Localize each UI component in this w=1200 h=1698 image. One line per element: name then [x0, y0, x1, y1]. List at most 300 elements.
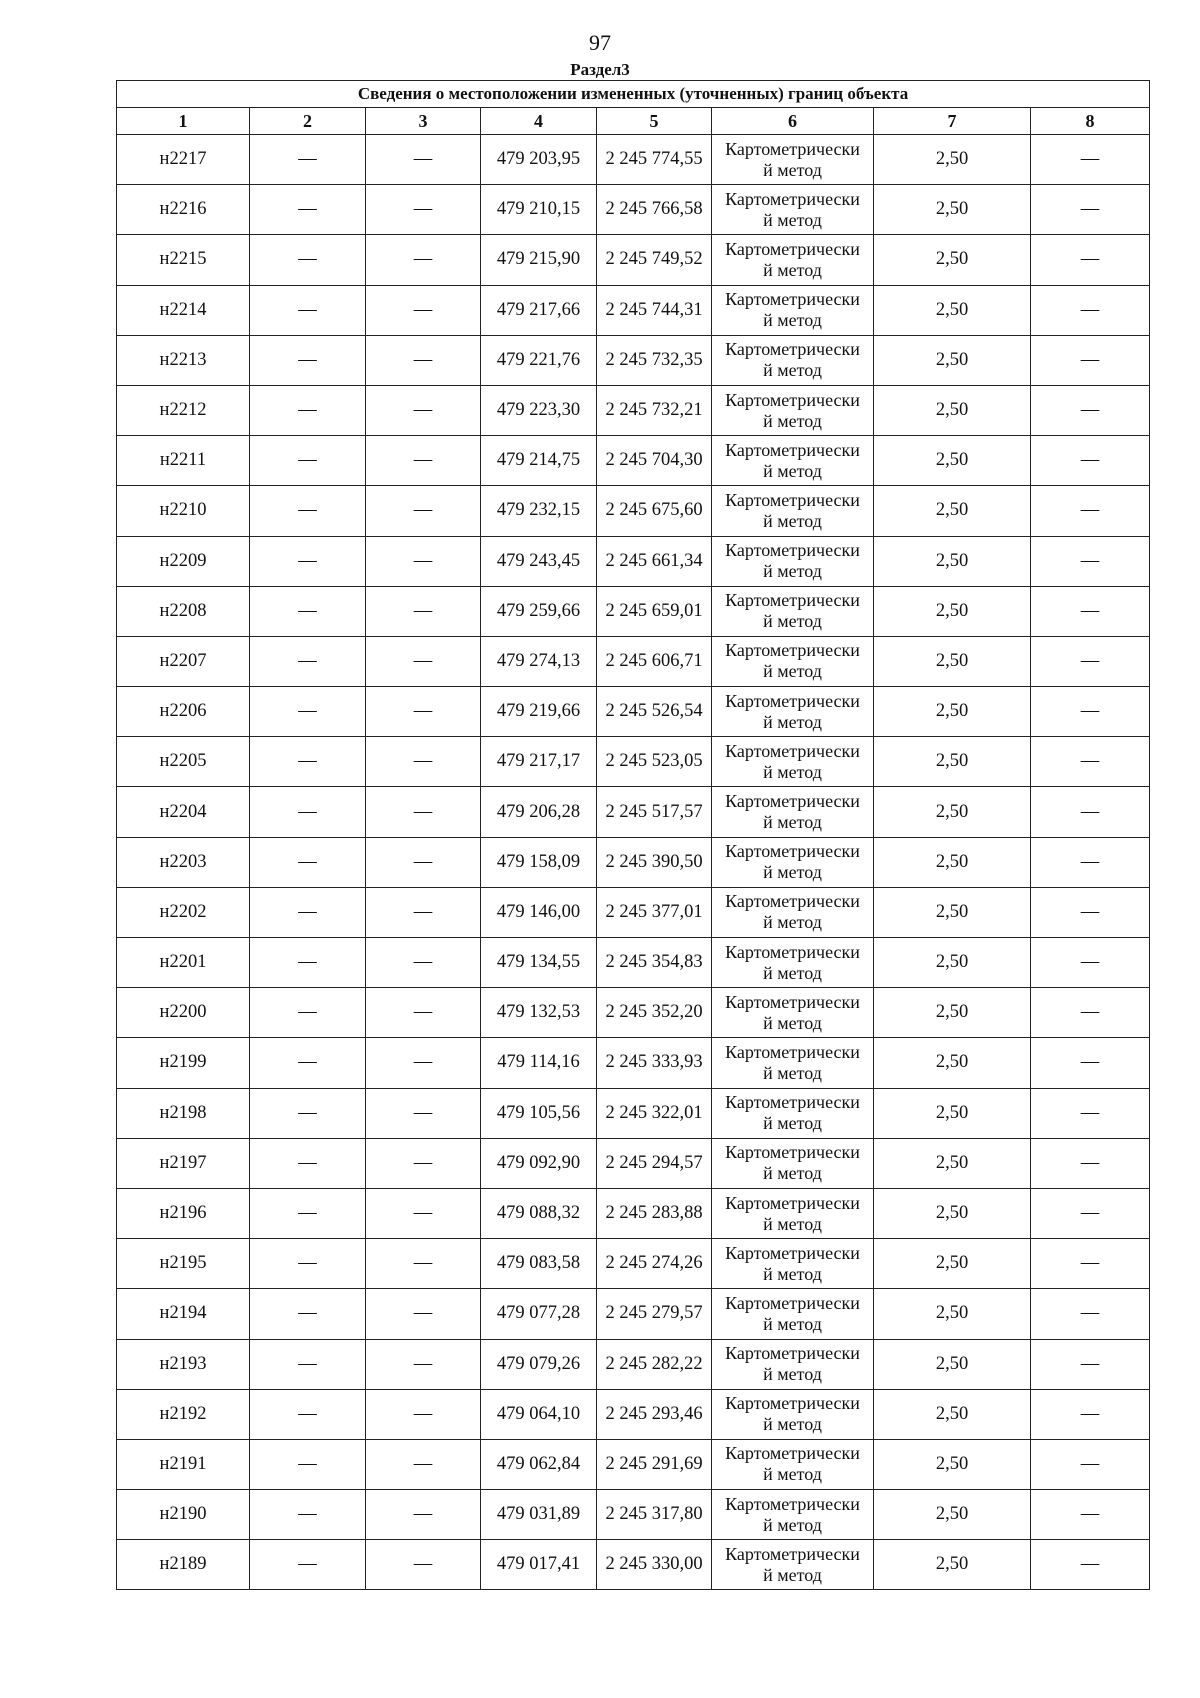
empty-dash-cell: —	[366, 1038, 481, 1088]
accuracy-cell: 2,50	[874, 687, 1031, 737]
empty-dash-cell: —	[1031, 1289, 1150, 1339]
point-name-cell: н2207	[117, 636, 250, 686]
point-name-cell: н2196	[117, 1188, 250, 1238]
y-coordinate-cell: 2 245 282,22	[597, 1339, 712, 1389]
empty-dash-cell: —	[250, 1389, 366, 1439]
empty-dash-cell: —	[366, 1540, 481, 1590]
y-coordinate-cell: 2 245 294,57	[597, 1138, 712, 1188]
y-coordinate-cell: 2 245 291,69	[597, 1439, 712, 1489]
table-row	[117, 285, 1150, 335]
method-line-2: й метод	[763, 561, 822, 582]
empty-dash-cell: —	[1031, 335, 1150, 385]
method-line-2: й метод	[763, 1564, 822, 1585]
empty-dash-cell: —	[1031, 285, 1150, 335]
boundary-coordinates-table	[116, 80, 1150, 1590]
empty-dash-cell: —	[1031, 235, 1150, 285]
empty-dash-cell: —	[1031, 1088, 1150, 1138]
method-line-1: Картометрически	[725, 540, 860, 561]
column-header-6: 6	[712, 108, 874, 135]
y-coordinate-cell: 2 245 659,01	[597, 586, 712, 636]
table-row	[117, 1339, 1150, 1389]
y-coordinate-cell: 2 245 749,52	[597, 235, 712, 285]
method-line-2: й метод	[763, 912, 822, 933]
empty-dash-cell: —	[250, 436, 366, 486]
method-line-2: й метод	[763, 510, 822, 531]
method-line-1: Картометрически	[725, 1292, 860, 1313]
method-line-2: й метод	[763, 209, 822, 230]
method-line-2: й метод	[763, 761, 822, 782]
x-coordinate-cell: 479 219,66	[481, 687, 597, 737]
y-coordinate-cell: 2 245 352,20	[597, 988, 712, 1038]
method-cell	[712, 436, 874, 486]
method-line-1: Картометрически	[725, 590, 860, 611]
method-cell	[712, 837, 874, 887]
method-line-2: й метод	[763, 962, 822, 983]
method-cell	[712, 1239, 874, 1289]
accuracy-cell: 2,50	[874, 1540, 1031, 1590]
accuracy-cell: 2,50	[874, 1188, 1031, 1238]
y-coordinate-cell: 2 245 523,05	[597, 737, 712, 787]
empty-dash-cell: —	[1031, 1038, 1150, 1088]
empty-dash-cell: —	[250, 1540, 366, 1590]
x-coordinate-cell: 479 274,13	[481, 636, 597, 686]
x-coordinate-cell: 479 206,28	[481, 787, 597, 837]
table-row	[117, 1540, 1150, 1590]
point-name-cell: н2191	[117, 1439, 250, 1489]
method-cell	[712, 687, 874, 737]
empty-dash-cell: —	[250, 586, 366, 636]
empty-dash-cell: —	[250, 887, 366, 937]
empty-dash-cell: —	[1031, 887, 1150, 937]
point-name-cell: н2205	[117, 737, 250, 787]
x-coordinate-cell: 479 017,41	[481, 1540, 597, 1590]
empty-dash-cell: —	[1031, 837, 1150, 887]
empty-dash-cell: —	[366, 938, 481, 988]
point-name-cell: н2209	[117, 536, 250, 586]
method-line-1: Картометрически	[725, 1041, 860, 1062]
method-line-1: Картометрически	[725, 238, 860, 259]
y-coordinate-cell: 2 245 704,30	[597, 436, 712, 486]
accuracy-cell: 2,50	[874, 1038, 1031, 1088]
empty-dash-cell: —	[1031, 436, 1150, 486]
empty-dash-cell: —	[366, 1188, 481, 1238]
method-line-2: й метод	[763, 159, 822, 180]
empty-dash-cell: —	[250, 185, 366, 235]
x-coordinate-cell: 479 217,66	[481, 285, 597, 335]
empty-dash-cell: —	[1031, 938, 1150, 988]
x-coordinate-cell: 479 031,89	[481, 1490, 597, 1540]
empty-dash-cell: —	[250, 1138, 366, 1188]
empty-dash-cell: —	[1031, 586, 1150, 636]
method-cell	[712, 988, 874, 1038]
method-line-1: Картометрически	[725, 1343, 860, 1364]
y-coordinate-cell: 2 245 377,01	[597, 887, 712, 937]
accuracy-cell: 2,50	[874, 1088, 1031, 1138]
method-cell	[712, 335, 874, 385]
empty-dash-cell: —	[1031, 486, 1150, 536]
accuracy-cell: 2,50	[874, 436, 1031, 486]
table-row	[117, 737, 1150, 787]
table-row	[117, 385, 1150, 435]
empty-dash-cell: —	[1031, 385, 1150, 435]
y-coordinate-cell: 2 245 279,57	[597, 1289, 712, 1339]
method-line-2: й метод	[763, 259, 822, 280]
empty-dash-cell: —	[366, 687, 481, 737]
table-row	[117, 486, 1150, 536]
x-coordinate-cell: 479 146,00	[481, 887, 597, 937]
accuracy-cell: 2,50	[874, 385, 1031, 435]
point-name-cell: н2200	[117, 988, 250, 1038]
method-cell	[712, 1138, 874, 1188]
empty-dash-cell: —	[250, 787, 366, 837]
y-coordinate-cell: 2 245 766,58	[597, 185, 712, 235]
method-cell	[712, 1439, 874, 1489]
table-row	[117, 235, 1150, 285]
column-header-row	[117, 108, 1150, 135]
accuracy-cell: 2,50	[874, 235, 1031, 285]
accuracy-cell: 2,50	[874, 1339, 1031, 1389]
empty-dash-cell: —	[366, 1289, 481, 1339]
y-coordinate-cell: 2 245 333,93	[597, 1038, 712, 1088]
empty-dash-cell: —	[366, 1339, 481, 1389]
table-row	[117, 1490, 1150, 1540]
point-name-cell: н2199	[117, 1038, 250, 1088]
x-coordinate-cell: 479 105,56	[481, 1088, 597, 1138]
y-coordinate-cell: 2 245 675,60	[597, 486, 712, 536]
method-line-1: Картометрически	[725, 791, 860, 812]
empty-dash-cell: —	[250, 1239, 366, 1289]
method-cell	[712, 185, 874, 235]
method-cell	[712, 1389, 874, 1439]
method-line-1: Картометрически	[725, 389, 860, 410]
column-header-4: 4	[481, 108, 597, 135]
table-row	[117, 436, 1150, 486]
y-coordinate-cell: 2 245 606,71	[597, 636, 712, 686]
empty-dash-cell: —	[250, 1490, 366, 1540]
empty-dash-cell: —	[366, 887, 481, 937]
method-cell	[712, 586, 874, 636]
method-line-1: Картометрически	[725, 439, 860, 460]
x-coordinate-cell: 479 215,90	[481, 235, 597, 285]
method-line-2: й метод	[763, 1263, 822, 1284]
x-coordinate-cell: 479 064,10	[481, 1389, 597, 1439]
empty-dash-cell: —	[366, 1389, 481, 1439]
empty-dash-cell: —	[366, 536, 481, 586]
point-name-cell: н2213	[117, 335, 250, 385]
empty-dash-cell: —	[1031, 135, 1150, 185]
method-line-1: Картометрически	[725, 1192, 860, 1213]
column-header-3: 3	[366, 108, 481, 135]
method-line-2: й метод	[763, 611, 822, 632]
x-coordinate-cell: 479 134,55	[481, 938, 597, 988]
accuracy-cell: 2,50	[874, 837, 1031, 887]
accuracy-cell: 2,50	[874, 536, 1031, 586]
point-name-cell: н2204	[117, 787, 250, 837]
empty-dash-cell: —	[250, 486, 366, 536]
empty-dash-cell: —	[250, 536, 366, 586]
empty-dash-cell: —	[366, 385, 481, 435]
method-cell	[712, 938, 874, 988]
y-coordinate-cell: 2 245 526,54	[597, 687, 712, 737]
method-line-1: Картометрически	[725, 941, 860, 962]
empty-dash-cell: —	[366, 436, 481, 486]
method-line-2: й метод	[763, 862, 822, 883]
point-name-cell: н2208	[117, 586, 250, 636]
method-cell	[712, 1540, 874, 1590]
empty-dash-cell: —	[250, 1439, 366, 1489]
empty-dash-cell: —	[250, 988, 366, 1038]
x-coordinate-cell: 479 217,17	[481, 737, 597, 787]
column-header-2: 2	[250, 108, 366, 135]
method-line-2: й метод	[763, 1313, 822, 1334]
y-coordinate-cell: 2 245 732,21	[597, 385, 712, 435]
accuracy-cell: 2,50	[874, 1138, 1031, 1188]
table-row	[117, 837, 1150, 887]
method-line-2: й метод	[763, 1012, 822, 1033]
method-cell	[712, 235, 874, 285]
empty-dash-cell: —	[1031, 536, 1150, 586]
accuracy-cell: 2,50	[874, 335, 1031, 385]
accuracy-cell: 2,50	[874, 887, 1031, 937]
accuracy-cell: 2,50	[874, 1490, 1031, 1540]
method-line-1: Картометрически	[725, 1543, 860, 1564]
point-name-cell: н2217	[117, 135, 250, 185]
accuracy-cell: 2,50	[874, 1439, 1031, 1489]
empty-dash-cell: —	[1031, 988, 1150, 1038]
column-header-8: 8	[1031, 108, 1150, 135]
table-row	[117, 536, 1150, 586]
x-coordinate-cell: 479 232,15	[481, 486, 597, 536]
method-cell	[712, 135, 874, 185]
point-name-cell: н2190	[117, 1490, 250, 1540]
empty-dash-cell: —	[366, 988, 481, 1038]
y-coordinate-cell: 2 245 317,80	[597, 1490, 712, 1540]
point-name-cell: н2211	[117, 436, 250, 486]
page-number: 97	[589, 30, 611, 55]
accuracy-cell: 2,50	[874, 586, 1031, 636]
empty-dash-cell: —	[250, 938, 366, 988]
table-row	[117, 1239, 1150, 1289]
point-name-cell: н2212	[117, 385, 250, 435]
x-coordinate-cell: 479 203,95	[481, 135, 597, 185]
method-line-2: й метод	[763, 1514, 822, 1535]
method-cell	[712, 1188, 874, 1238]
column-header-5: 5	[597, 108, 712, 135]
y-coordinate-cell: 2 245 732,35	[597, 335, 712, 385]
accuracy-cell: 2,50	[874, 486, 1031, 536]
method-line-1: Картометрически	[725, 740, 860, 761]
table-row	[117, 185, 1150, 235]
empty-dash-cell: —	[366, 636, 481, 686]
method-line-1: Картометрически	[725, 991, 860, 1012]
accuracy-cell: 2,50	[874, 787, 1031, 837]
accuracy-cell: 2,50	[874, 737, 1031, 787]
x-coordinate-cell: 479 259,66	[481, 586, 597, 636]
empty-dash-cell: —	[250, 1188, 366, 1238]
method-line-1: Картометрически	[725, 891, 860, 912]
empty-dash-cell: —	[366, 837, 481, 887]
empty-dash-cell: —	[366, 737, 481, 787]
method-line-2: й метод	[763, 711, 822, 732]
point-name-cell: н2214	[117, 285, 250, 335]
method-cell	[712, 1339, 874, 1389]
empty-dash-cell: —	[250, 837, 366, 887]
table-row	[117, 887, 1150, 937]
table-row	[117, 1439, 1150, 1489]
method-cell	[712, 486, 874, 536]
accuracy-cell: 2,50	[874, 185, 1031, 235]
empty-dash-cell: —	[250, 636, 366, 686]
method-cell	[712, 787, 874, 837]
method-line-1: Картометрически	[725, 339, 860, 360]
accuracy-cell: 2,50	[874, 285, 1031, 335]
empty-dash-cell: —	[366, 1239, 481, 1289]
y-coordinate-cell: 2 245 390,50	[597, 837, 712, 887]
point-name-cell: н2197	[117, 1138, 250, 1188]
table-row	[117, 938, 1150, 988]
y-coordinate-cell: 2 245 293,46	[597, 1389, 712, 1439]
method-line-1: Картометрически	[725, 841, 860, 862]
method-cell	[712, 887, 874, 937]
accuracy-cell: 2,50	[874, 1239, 1031, 1289]
x-coordinate-cell: 479 114,16	[481, 1038, 597, 1088]
method-cell	[712, 1088, 874, 1138]
method-line-1: Картометрически	[725, 1092, 860, 1113]
method-line-1: Картометрически	[725, 640, 860, 661]
empty-dash-cell: —	[250, 737, 366, 787]
empty-dash-cell: —	[366, 285, 481, 335]
method-line-1: Картометрически	[725, 1393, 860, 1414]
point-name-cell: н2195	[117, 1239, 250, 1289]
point-name-cell: н2194	[117, 1289, 250, 1339]
empty-dash-cell: —	[366, 1088, 481, 1138]
method-cell	[712, 1490, 874, 1540]
x-coordinate-cell: 479 083,58	[481, 1239, 597, 1289]
method-line-2: й метод	[763, 1364, 822, 1385]
empty-dash-cell: —	[1031, 1138, 1150, 1188]
y-coordinate-cell: 2 245 354,83	[597, 938, 712, 988]
empty-dash-cell: —	[366, 787, 481, 837]
x-coordinate-cell: 479 092,90	[481, 1138, 597, 1188]
empty-dash-cell: —	[1031, 1188, 1150, 1238]
table-row	[117, 1138, 1150, 1188]
method-line-1: Картометрически	[725, 690, 860, 711]
method-line-2: й метод	[763, 1464, 822, 1485]
table-body	[117, 135, 1150, 1590]
empty-dash-cell: —	[1031, 1490, 1150, 1540]
y-coordinate-cell: 2 245 774,55	[597, 135, 712, 185]
x-coordinate-cell: 479 158,09	[481, 837, 597, 887]
point-name-cell: н2202	[117, 887, 250, 937]
point-name-cell: н2201	[117, 938, 250, 988]
accuracy-cell: 2,50	[874, 1389, 1031, 1439]
y-coordinate-cell: 2 245 274,26	[597, 1239, 712, 1289]
x-coordinate-cell: 479 214,75	[481, 436, 597, 486]
method-line-2: й метод	[763, 460, 822, 481]
method-line-2: й метод	[763, 1062, 822, 1083]
x-coordinate-cell: 479 223,30	[481, 385, 597, 435]
method-line-1: Картометрически	[725, 188, 860, 209]
y-coordinate-cell: 2 245 330,00	[597, 1540, 712, 1590]
accuracy-cell: 2,50	[874, 636, 1031, 686]
table-row	[117, 1289, 1150, 1339]
empty-dash-cell: —	[250, 687, 366, 737]
method-line-2: й метод	[763, 661, 822, 682]
y-coordinate-cell: 2 245 283,88	[597, 1188, 712, 1238]
empty-dash-cell: —	[366, 185, 481, 235]
empty-dash-cell: —	[250, 335, 366, 385]
y-coordinate-cell: 2 245 661,34	[597, 536, 712, 586]
table-row	[117, 1188, 1150, 1238]
empty-dash-cell: —	[366, 486, 481, 536]
table-row	[117, 787, 1150, 837]
point-name-cell: н2193	[117, 1339, 250, 1389]
method-cell	[712, 1038, 874, 1088]
method-line-1: Картометрически	[725, 1142, 860, 1163]
method-line-1: Картометрически	[725, 1443, 860, 1464]
point-name-cell: н2192	[117, 1389, 250, 1439]
x-coordinate-cell: 479 088,32	[481, 1188, 597, 1238]
empty-dash-cell: —	[1031, 1439, 1150, 1489]
table-row	[117, 586, 1150, 636]
table-row	[117, 135, 1150, 185]
empty-dash-cell: —	[1031, 1339, 1150, 1389]
method-line-2: й метод	[763, 310, 822, 331]
point-name-cell: н2189	[117, 1540, 250, 1590]
empty-dash-cell: —	[250, 135, 366, 185]
empty-dash-cell: —	[366, 1138, 481, 1188]
empty-dash-cell: —	[366, 1439, 481, 1489]
empty-dash-cell: —	[250, 285, 366, 335]
table-row	[117, 1389, 1150, 1439]
column-header-1: 1	[117, 108, 250, 135]
point-name-cell: н2203	[117, 837, 250, 887]
y-coordinate-cell: 2 245 517,57	[597, 787, 712, 837]
empty-dash-cell: —	[366, 235, 481, 285]
point-name-cell: н2198	[117, 1088, 250, 1138]
point-name-cell: н2215	[117, 235, 250, 285]
empty-dash-cell: —	[1031, 687, 1150, 737]
method-line-1: Картометрически	[725, 289, 860, 310]
table-row	[117, 335, 1150, 385]
y-coordinate-cell: 2 245 322,01	[597, 1088, 712, 1138]
empty-dash-cell: —	[1031, 1540, 1150, 1590]
method-cell	[712, 737, 874, 787]
method-line-2: й метод	[763, 360, 822, 381]
method-cell	[712, 636, 874, 686]
point-name-cell: н2206	[117, 687, 250, 737]
method-line-1: Картометрически	[725, 489, 860, 510]
method-line-2: й метод	[763, 1213, 822, 1234]
x-coordinate-cell: 479 243,45	[481, 536, 597, 586]
table-caption: Сведения о местоположении измененных (уточненных) границ объекта	[117, 81, 1150, 108]
x-coordinate-cell: 479 221,76	[481, 335, 597, 385]
table-row	[117, 1088, 1150, 1138]
method-cell	[712, 536, 874, 586]
method-cell	[712, 285, 874, 335]
method-line-2: й метод	[763, 1163, 822, 1184]
method-cell	[712, 385, 874, 435]
empty-dash-cell: —	[1031, 1389, 1150, 1439]
x-coordinate-cell: 479 077,28	[481, 1289, 597, 1339]
empty-dash-cell: —	[250, 1088, 366, 1138]
table-row	[117, 1038, 1150, 1088]
empty-dash-cell: —	[366, 1490, 481, 1540]
method-cell	[712, 1289, 874, 1339]
table-row	[117, 687, 1150, 737]
method-line-2: й метод	[763, 410, 822, 431]
empty-dash-cell: —	[250, 1339, 366, 1389]
